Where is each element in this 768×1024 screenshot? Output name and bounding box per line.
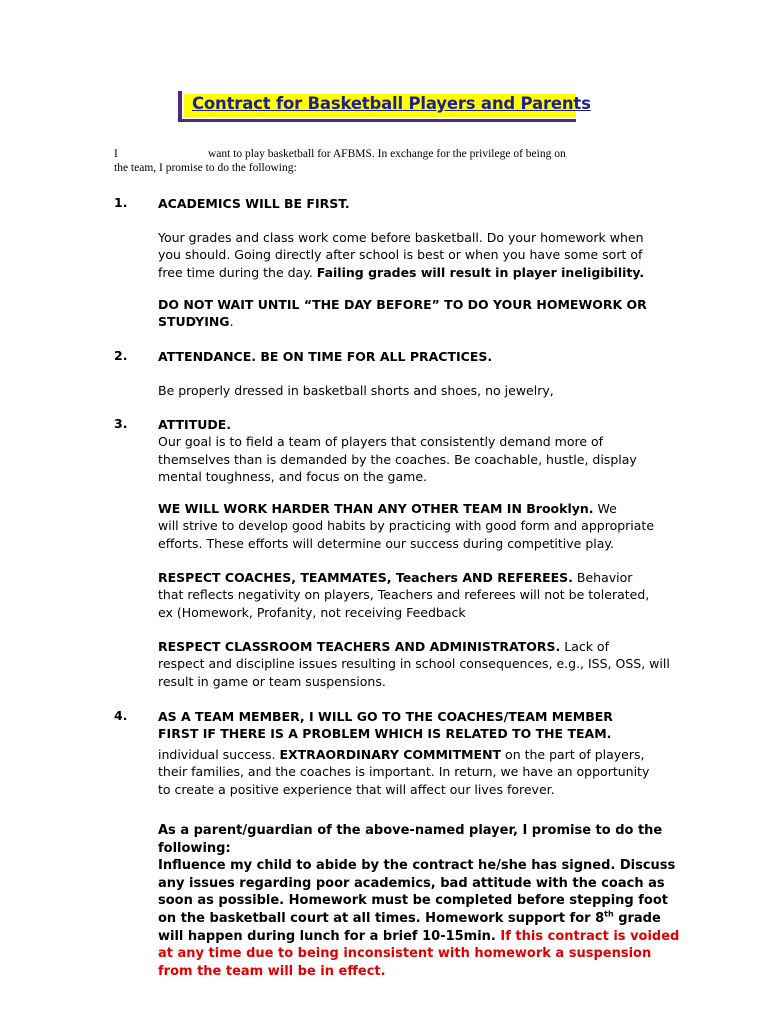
text-line: you should. Going directly after school is best or when you have some sort of (158, 247, 643, 263)
suspension-warning-line: at any time due to being inconsistent with homework a suspension (158, 946, 652, 962)
intro-line-2: the team, I promise to do the following: (114, 162, 297, 174)
suspension-warning: If this contract is voided (500, 928, 680, 944)
text-run: free time during the day. (158, 264, 317, 280)
intro-line-1: want to play basketball for AFBMS. In exchange for the privilege of being on (208, 148, 566, 160)
superscript: th (604, 909, 614, 919)
intro-i: I (114, 148, 118, 160)
text-run: Behavior (572, 570, 633, 585)
text-line (158, 928, 679, 946)
section-3-paragraph-4 (158, 638, 670, 690)
text-line: ex (Homework, Profanity, not receiving Feedback (158, 604, 466, 620)
section-2-paragraph: Be properly dressed in basketball shorts and shoes, no jewelry, (158, 383, 554, 398)
text-line: to create a positive experience that will affect our lives forever. (158, 781, 555, 797)
text-line: following: (158, 840, 231, 856)
text-run: RESPECT COACHES, TEAMMATES, Teachers AND REFEREES. (158, 570, 573, 585)
text-line (158, 910, 679, 928)
text-line (158, 264, 644, 281)
section-1-paragraph-1 (158, 229, 644, 281)
section-2-heading: ATTENDANCE. BE ON TIME FOR ALL PRACTICES. (158, 349, 493, 364)
text-run: . (229, 314, 234, 330)
text-line (158, 746, 649, 763)
section-4-number: 4. (114, 708, 128, 723)
section-1-heading: ACADEMICS WILL BE FIRST. (158, 196, 350, 211)
text-line (158, 569, 649, 586)
section-3-paragraph-1 (158, 416, 637, 486)
text-run: STUDYING (158, 314, 230, 330)
section-1-number: 1. (114, 195, 128, 210)
text-line: soon as possible. Homework must be completed before stepping foot (158, 893, 668, 909)
section-4-paragraph (158, 746, 649, 798)
section-2-number: 2. (114, 348, 128, 363)
text-run: on the part of players, (501, 747, 645, 762)
text-line: will strive to develop good habits by practicing with good form and appropriate (158, 518, 655, 534)
text-line: result in game or team suspensions. (158, 673, 386, 689)
text-line: Our goal is to field a team of players that consistently demand more of (158, 434, 604, 450)
text-line: Your grades and class work come before basketball. Do your homework when (158, 230, 644, 245)
text-line: AS A TEAM MEMBER, I WILL GO TO THE COACHES/TEAM MEMBER (158, 709, 613, 724)
text-line: their families, and the coaches is important. In return, we have an opportunity (158, 764, 650, 780)
text-run: We (593, 501, 617, 516)
text-line: that reflects negativity on players, Teachers and referees will not be tolerated, (158, 587, 650, 603)
text-line: respect and discipline issues resulting in school consequences, e.g., ISS, OSS, will (158, 656, 670, 672)
section-3-paragraph-2 (158, 500, 654, 552)
text-line: any issues regarding poor academics, bad attitude with the coach as (158, 875, 665, 891)
page-title: Contract for Basketball Players and Parents (192, 94, 591, 113)
parent-pledge (158, 822, 679, 980)
title-left-bar (178, 91, 182, 121)
text-run: will happen during lunch for a brief 10-15min. (158, 928, 501, 944)
suspension-warning-line: from the team will be in effect. (158, 963, 386, 979)
title-banner (178, 91, 591, 121)
section-4-heading (158, 708, 613, 743)
text-line: Influence my child to abide by the contract he/she has signed. Discuss (158, 858, 676, 874)
text-line (158, 638, 670, 655)
text-line (158, 500, 654, 517)
text-run: individual success. (158, 747, 280, 762)
section-3-paragraph-3 (158, 569, 649, 621)
text-line: DO NOT WAIT UNTIL “THE DAY BEFORE” TO DO YOUR HOMEWORK OR (158, 297, 647, 312)
text-run: Lack of (560, 639, 609, 654)
text-run: on the basketball court at all times. Homework support for 8 (158, 910, 605, 926)
text-run: WE WILL WORK HARDER THAN ANY OTHER TEAM IN Brooklyn. (158, 501, 594, 516)
text-line: mental toughness, and focus on the game. (158, 469, 427, 485)
text-run: grade (613, 910, 661, 926)
text-line (158, 313, 647, 330)
text-line: As a parent/guardian of the above-named player, I promise to do the (158, 823, 663, 838)
section-3-number: 3. (114, 416, 128, 431)
ineligibility-warning: Failing grades will result in player ineligibility. (316, 264, 645, 280)
section-3-heading: ATTITUDE. (158, 417, 232, 432)
title-bottom-rule (178, 119, 576, 122)
text-line: FIRST IF THERE IS A PROBLEM WHICH IS RELATED TO THE TEAM. (158, 726, 612, 742)
text-run: RESPECT CLASSROOM TEACHERS AND ADMINISTRATORS. (158, 639, 561, 654)
section-1-paragraph-2 (158, 296, 647, 331)
text-line: efforts. These efforts will determine our success during competitive play. (158, 535, 614, 551)
text-run: EXTRAORDINARY COMMITMENT (279, 747, 502, 762)
text-line: themselves than is demanded by the coaches. Be coachable, hustle, display (158, 451, 637, 467)
